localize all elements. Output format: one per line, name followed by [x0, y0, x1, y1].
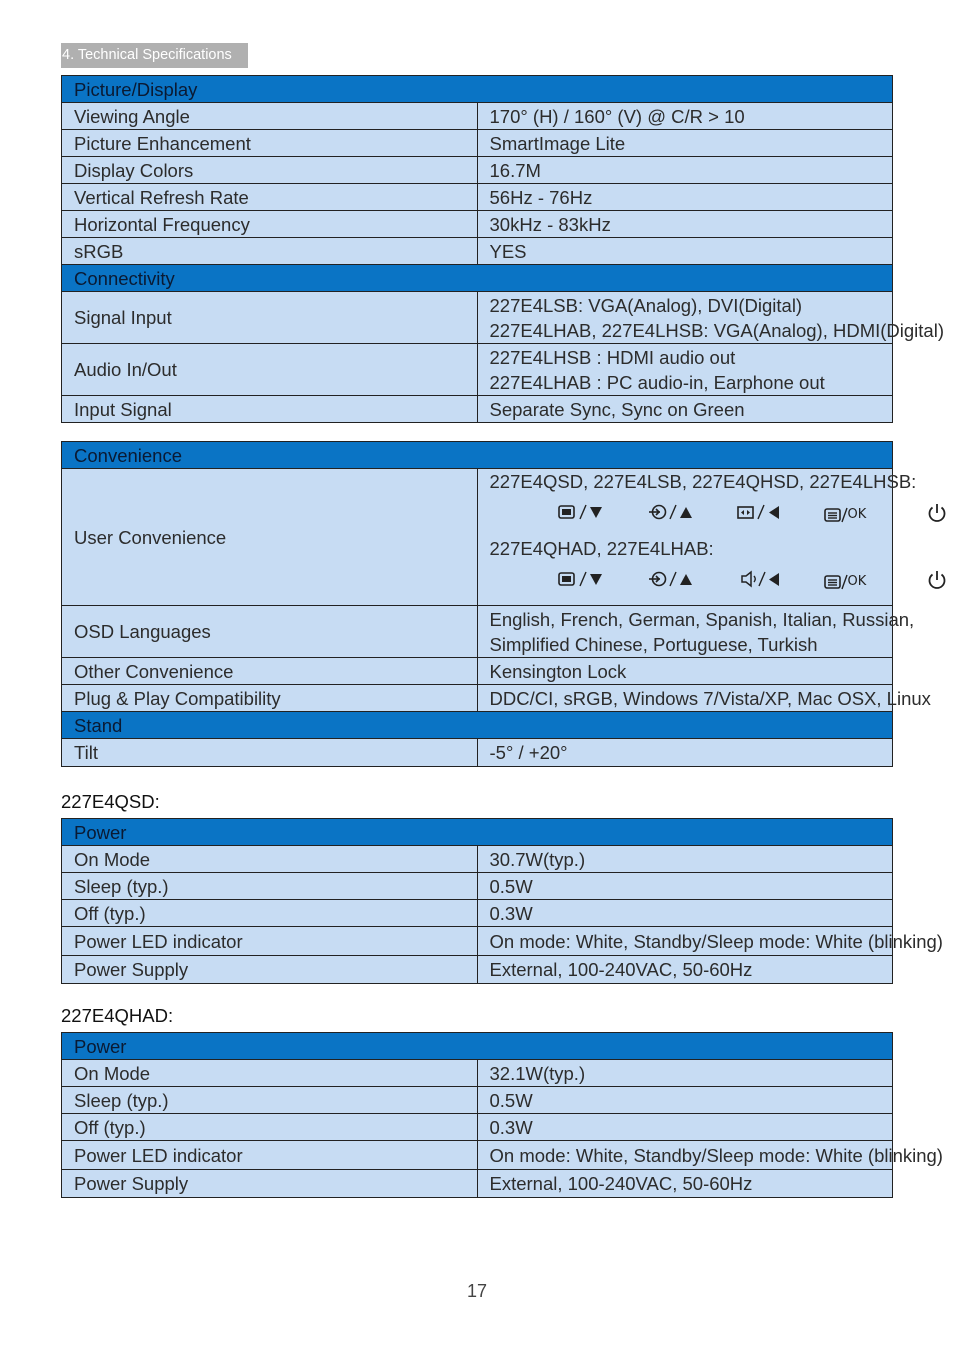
format-left-icon	[736, 502, 784, 522]
convenience-stand-table	[61, 441, 931, 767]
models-line: 227E4QHAD, 227E4LHAB:	[489, 538, 714, 559]
spec-label: On Mode	[62, 846, 478, 873]
spec-value: Kensington Lock	[477, 658, 893, 685]
spec-label: Picture Enhancement	[62, 130, 478, 157]
input-up-icon	[648, 502, 696, 522]
spec-label: Power Supply	[62, 956, 478, 984]
power-icon	[926, 569, 948, 591]
table-row	[62, 658, 893, 685]
table-row	[62, 606, 893, 658]
table-row	[62, 685, 893, 712]
spec-label: On Mode	[62, 1060, 478, 1087]
button-icons-row	[490, 494, 893, 536]
table-row	[62, 739, 893, 767]
spec-label: Vertical Refresh Rate	[62, 184, 478, 211]
spec-value: 0.5W	[477, 1087, 893, 1114]
spec-label: Display Colors	[62, 157, 478, 184]
spec-value: SmartImage Lite	[477, 130, 893, 157]
models-line: 227E4QSD, 227E4LSB, 227E4QHSD, 227E4LHSB:	[489, 471, 917, 492]
table-row	[62, 469, 893, 606]
ok-label: OK	[847, 507, 867, 522]
spec-value: 0.5W	[477, 873, 893, 900]
spec-value	[477, 344, 893, 396]
spec-value: 170° (H) / 160° (V) @ C/R > 10	[477, 103, 893, 130]
table-row	[62, 1141, 893, 1170]
spec-value	[477, 292, 944, 344]
ok-label: OK	[847, 574, 867, 589]
spec-value: 30kHz - 83kHz	[477, 211, 893, 238]
spec-value-line: English, French, German, Spanish, Italian, Russian,	[489, 608, 915, 630]
spec-value: 30.7W(typ.)	[477, 846, 893, 873]
page-number: 17	[466, 1281, 488, 1301]
spec-value: DDC/CI, sRGB, Windows 7/Vista/XP, Mac OSX, Linux	[477, 685, 893, 712]
spec-label: Off (typ.)	[62, 1114, 478, 1141]
model-subheading: 227E4QSD:	[61, 791, 160, 812]
spec-label: Other Convenience	[62, 658, 478, 685]
picture-connectivity-table	[61, 75, 944, 423]
table-row	[62, 103, 893, 130]
spec-value-line: Simplified Chinese, Portuguese, Turkish	[489, 633, 818, 655]
table-row	[62, 211, 893, 238]
section-header-power: Power	[62, 1033, 893, 1060]
table-row	[62, 1087, 893, 1114]
table-row	[62, 846, 893, 873]
spec-label: User Convenience	[62, 469, 478, 606]
spec-label: sRGB	[62, 238, 478, 265]
spec-value-line: 227E4LSB: VGA(Analog), DVI(Digital)	[489, 294, 803, 316]
table-row	[62, 956, 893, 984]
spec-label: Plug & Play Compatibility	[62, 685, 478, 712]
menu-ok-icon	[824, 502, 867, 527]
spec-value: -5° / +20°	[477, 739, 893, 767]
spec-label: Viewing Angle	[62, 103, 478, 130]
spec-label: Off (typ.)	[62, 900, 478, 927]
table-row	[62, 900, 893, 927]
spec-label: Input Signal	[62, 396, 478, 423]
spec-value: 0.3W	[477, 900, 893, 927]
table-row	[62, 292, 893, 344]
spec-label: Horizontal Frequency	[62, 211, 478, 238]
spec-label: OSD Languages	[62, 606, 478, 658]
spec-value-line: 227E4LHAB : PC audio-in, Earphone out	[489, 371, 825, 393]
section-header-power: Power	[62, 819, 893, 846]
smartimage-down-icon	[558, 569, 606, 589]
spec-value: 0.3W	[477, 1114, 893, 1141]
table-row	[62, 927, 893, 956]
spec-value	[477, 469, 917, 606]
spec-value-line: 227E4LHAB, 227E4LHSB: VGA(Analog), HDMI(Digital)	[489, 319, 944, 341]
table-row	[62, 1170, 893, 1198]
section-header-picture: Picture/Display	[62, 76, 893, 103]
power-table-qhad	[61, 1032, 943, 1198]
table-row	[62, 157, 893, 184]
table-row	[62, 873, 893, 900]
spec-value: On mode: White, Standby/Sleep mode: White (blinking)	[477, 927, 893, 956]
section-tag: 4. Technical Specifications	[61, 43, 248, 68]
table-row	[62, 396, 893, 423]
spec-value: YES	[477, 238, 893, 265]
table-row	[62, 130, 893, 157]
section-header-convenience: Convenience	[62, 442, 893, 469]
spec-label: Power Supply	[62, 1170, 478, 1198]
spec-value: External, 100-240VAC, 50-60Hz	[477, 1170, 893, 1198]
table-row	[62, 184, 893, 211]
spec-value-line: 227E4LHSB : HDMI audio out	[489, 346, 736, 368]
power-table-qsd	[61, 818, 943, 984]
table-row	[62, 238, 893, 265]
button-icons-row	[490, 561, 893, 603]
input-up-icon	[648, 569, 696, 589]
menu-ok-icon	[824, 569, 867, 594]
volume-left-icon	[740, 569, 784, 589]
spec-value: 56Hz - 76Hz	[477, 184, 893, 211]
power-icon	[926, 502, 948, 524]
table-row	[62, 1114, 893, 1141]
spec-label: Power LED indicator	[62, 1141, 478, 1170]
table-row	[62, 1060, 893, 1087]
spec-value: External, 100-240VAC, 50-60Hz	[477, 956, 893, 984]
spec-label: Tilt	[62, 739, 478, 767]
spec-label: Power LED indicator	[62, 927, 478, 956]
section-header-stand: Stand	[62, 712, 893, 739]
section-header-connectivity: Connectivity	[62, 265, 893, 292]
spec-label: Audio In/Out	[62, 344, 478, 396]
spec-value: Separate Sync, Sync on Green	[477, 396, 893, 423]
model-subheading: 227E4QHAD:	[61, 1005, 174, 1026]
table-row	[62, 344, 893, 396]
spec-value: 32.1W(typ.)	[477, 1060, 893, 1087]
spec-label: Signal Input	[62, 292, 478, 344]
spec-label: Sleep (typ.)	[62, 873, 478, 900]
smartimage-down-icon	[558, 502, 606, 522]
spec-value: 16.7M	[477, 157, 893, 184]
spec-value	[477, 606, 915, 658]
spec-label: Sleep (typ.)	[62, 1087, 478, 1114]
spec-value: On mode: White, Standby/Sleep mode: White (blinking)	[477, 1141, 893, 1170]
